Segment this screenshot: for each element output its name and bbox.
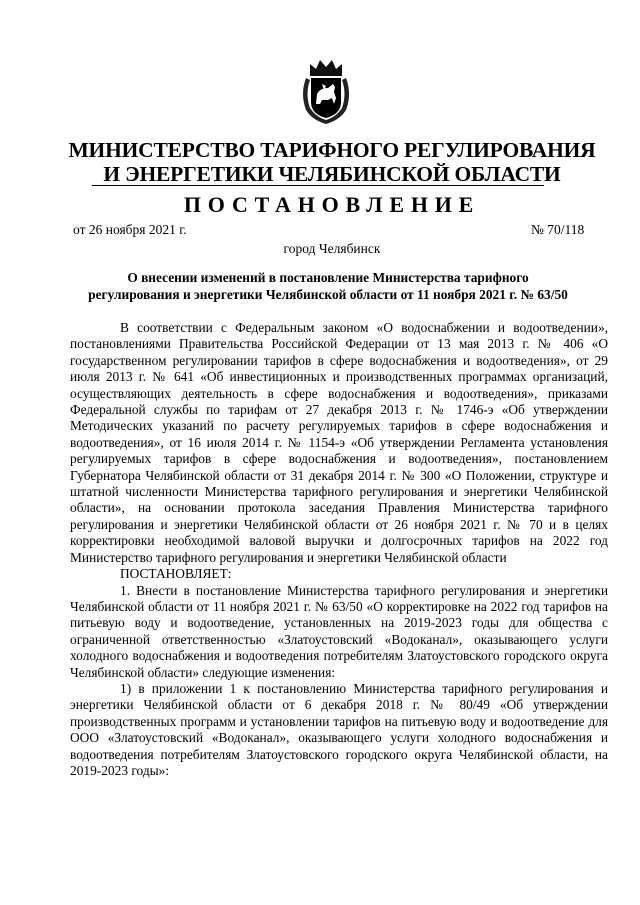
decree-heading: ПОСТАНОВЛЯЕТ: <box>120 566 232 582</box>
document-number: № 70/118 <box>531 222 585 237</box>
clause-1-paragraph: 1. Внести в постановление Министерства тарифного регулирования и энергетики Челябинской области от 11 ноября 2021 г. № 63/50 «О корректировке на 2022 год тарифов на питьевую воду и водоотведение, установленных на 2019-2023 годы для общества с ограниченной ответственностью «Златоустовский «Водоканал», оказывающего услуги холодного водоснабжения и водоотведения потребителям Златоустовского городского округа Челябинской области» следующие изменения: <box>70 582 608 680</box>
document-body <box>70 320 608 779</box>
ministry-name <box>60 138 604 186</box>
document-city: город Челябинск <box>283 241 381 256</box>
header-divider <box>92 185 544 186</box>
document-date: от 26 ноября 2021 г. <box>73 222 187 237</box>
subject-line-1: О внесении изменений в постановление Министерства тарифного <box>127 270 529 285</box>
preamble-paragraph: В соответствии с Федеральным законом «О водоснабжении и водоотведении», постановлениями Правительства Российской Федерации от 13 мая 2013 г. № 406 «О государственном регулировании тарифов в сфере водоснабжения и водоотведения», от 29 июля 2013 г. № 641 «Об инвестиционных и производственных программах организаций, осуществляющих деятельность в сфере водоснабжения и водоотведения», приказами Федеральной службы по тарифам от 27 декабря 2013 г. № 1746-э «Об утверждении Методических указаний по расчету регулируемых тарифов в сфере водоснабжения и водоотведения», от 16 июля 2014 г. № 1154-э «Об утверждении Регламента установления регулируемых тарифов в сфере водоснабжения и водоотведения», постановлением Губернатора Челябинской области от 31 декабря 2014 г. № 300 «О Положении, структуре и штатной численности Министерства тарифного регулирования и энергетики Челябинской области», на основании протокола заседания Правления Министерства тарифного регулирования и энергетики Челябинской области от 26 ноября 2021 г. № 70 и в целях корректировки необходимой валовой выручки и долгосрочных тарифов на 2022 год Министерство тарифного регулирования и энергетики Челябинской области <box>70 320 608 565</box>
ministry-name-line-1: МИНИСТЕРСТВО ТАРИФНОГО РЕГУЛИРОВАНИЯ <box>68 138 596 162</box>
coat-of-arms-emblem <box>300 54 352 126</box>
document-subject <box>78 269 578 303</box>
subject-line-2: регулирования и энергетики Челябинской области от 11 ноября 2021 г. № 63/50 <box>88 287 568 302</box>
document-type-title: ПОСТАНОВЛЕНИЕ <box>183 192 481 217</box>
clause-1-subitem-1-paragraph: 1) в приложении 1 к постановлению Министерства тарифного регулирования и энергетики Челябинской области от 6 декабря 2018 г. № 80/49 «Об утверждении производственных программ и установлении тарифов на питьевую воду и водоотведение для ООО «Златоустовский «Водоканал», оказывающего услуги холодного водоснабжения и водоотведения потребителям Златоустовского городского округа Челябинской области, на 2019-2023 годы»: <box>70 680 608 778</box>
ministry-name-line-2: И ЭНЕРГЕТИКИ ЧЕЛЯБИНСКОЙ ОБЛАСТИ <box>103 162 561 186</box>
